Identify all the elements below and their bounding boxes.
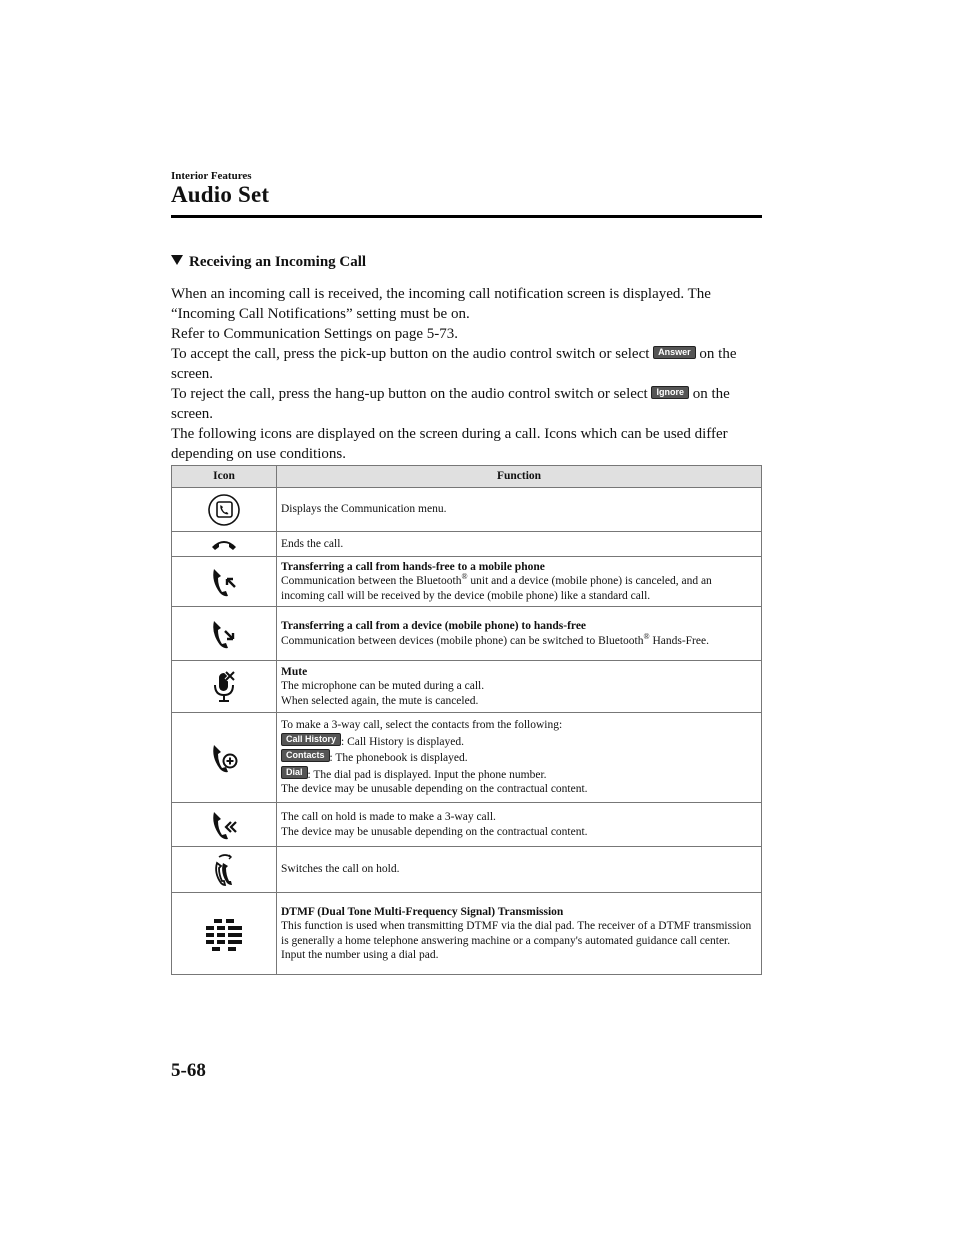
paragraph-1: When an incoming call is received, the incoming call notification screen is displayed. The “Incoming Call Notifications” setting must be on.: [171, 286, 711, 322]
page-number: 5-68: [171, 1060, 206, 1081]
dial-button: Dial: [281, 766, 308, 779]
table-row: [172, 607, 762, 661]
paragraph-3-text: To accept the call, press the pick-up button on the audio control switch or select: [171, 346, 654, 362]
table-row: [172, 557, 762, 607]
function-cell: [277, 893, 762, 975]
table-row: [172, 713, 762, 803]
icon-function-table: [171, 465, 762, 975]
option-dial: [281, 766, 757, 783]
function-title: Transferring a call from a device (mobile phone) to hands-free: [281, 620, 587, 632]
option-text: : Call History is displayed.: [341, 735, 464, 748]
call-history-button: Call History: [281, 733, 341, 746]
add-call-icon: [172, 713, 277, 803]
table-row: [172, 661, 762, 713]
function-text: When selected again, the mute is canceled.: [281, 694, 479, 707]
function-cell: Displays the Communication menu.: [277, 488, 762, 532]
contacts-button: Contacts: [281, 749, 330, 762]
function-cell: [277, 557, 762, 607]
paragraph-3: [171, 344, 763, 384]
table-header-row: [172, 466, 762, 488]
function-title: Mute: [281, 665, 308, 678]
function-cell: Switches the call on hold.: [277, 847, 762, 893]
function-text: [281, 574, 757, 603]
table-row: [172, 532, 762, 557]
title-divider: [171, 215, 762, 218]
function-text-part: Communication between the Bluetooth: [281, 575, 462, 588]
swap-call-icon: [172, 847, 277, 893]
paragraph-3-text-end: on the screen.: [171, 346, 737, 382]
function-text-part: Hands-Free.: [649, 634, 709, 647]
function-cell: [277, 607, 762, 661]
column-header-icon: Icon: [172, 466, 277, 488]
function-note: The device may be unusable depending on the contractual content.: [281, 783, 588, 796]
function-text: Input the number using a dial pad.: [281, 949, 439, 961]
subheading-text: Receiving an Incoming Call: [189, 254, 367, 270]
function-text: The microphone can be muted during a call.: [281, 680, 485, 693]
function-text: The device may be unusable depending on the contractual content.: [281, 825, 588, 838]
triangle-bullet-icon: [171, 255, 183, 265]
function-title: DTMF (Dual Tone Multi-Frequency Signal) Transmission: [281, 905, 564, 918]
function-text-part: unit and a device (mobile phone) is canceled, and an incoming call will be received by the device (mobile phone) like a standard call.: [281, 575, 712, 602]
paragraph-4-text-end: on the screen.: [171, 386, 730, 422]
function-title: Transferring a call from hands-free to a mobile phone: [281, 560, 545, 573]
paragraph-5: The following icons are displayed on the screen during a call. Icons which can be used differ depending on use conditions.: [171, 426, 728, 462]
page-title: Audio Set: [171, 182, 270, 207]
ignore-button: Ignore: [651, 386, 689, 399]
section-label: Interior Features: [171, 170, 252, 182]
function-cell: Ends the call.: [277, 532, 762, 557]
table-row: [172, 847, 762, 893]
column-header-function: Function: [277, 466, 762, 488]
paragraph-4: [171, 384, 763, 424]
table-row: [172, 893, 762, 975]
function-cell: [277, 661, 762, 713]
paragraph-2: Refer to Communication Settings on page 5-73.: [171, 326, 459, 342]
function-cell: [277, 803, 762, 847]
dial-pad-icon: [172, 893, 277, 975]
subheading: [171, 254, 366, 271]
function-text: [281, 631, 757, 649]
registered-mark: ®: [461, 572, 468, 582]
option-text: : The phonebook is displayed.: [329, 752, 468, 765]
paragraph-4-text: To reject the call, press the hang-up button on the audio control switch or select: [171, 386, 652, 402]
table-row: [172, 803, 762, 847]
merge-call-icon: [172, 803, 277, 847]
communication-menu-icon: [172, 488, 277, 532]
function-cell: [277, 713, 762, 803]
registered-mark: ®: [643, 631, 650, 641]
body-text: [171, 284, 763, 464]
function-text: The call on hold is made to make a 3-way call.: [281, 811, 496, 823]
option-text: : The dial pad is displayed. Input the phone number.: [307, 768, 547, 781]
option-call-history: [281, 733, 757, 750]
answer-button: Answer: [653, 346, 696, 359]
function-text-part: Communication between devices (mobile phone) can be switched to Bluetooth: [281, 634, 644, 647]
mute-icon: [172, 661, 277, 713]
option-contacts: [281, 749, 757, 766]
function-text: This function is used when transmitting DTMF via the dial pad. The receiver of a DTMF transmission is generally a home telephone answering machine or a company's automated guidance call center.: [281, 920, 752, 947]
end-call-icon: [172, 532, 277, 557]
table-row: [172, 488, 762, 532]
transfer-to-phone-icon: [172, 557, 277, 607]
transfer-to-handsfree-icon: [172, 607, 277, 661]
function-text: To make a 3-way call, select the contacts from the following:: [281, 719, 563, 732]
